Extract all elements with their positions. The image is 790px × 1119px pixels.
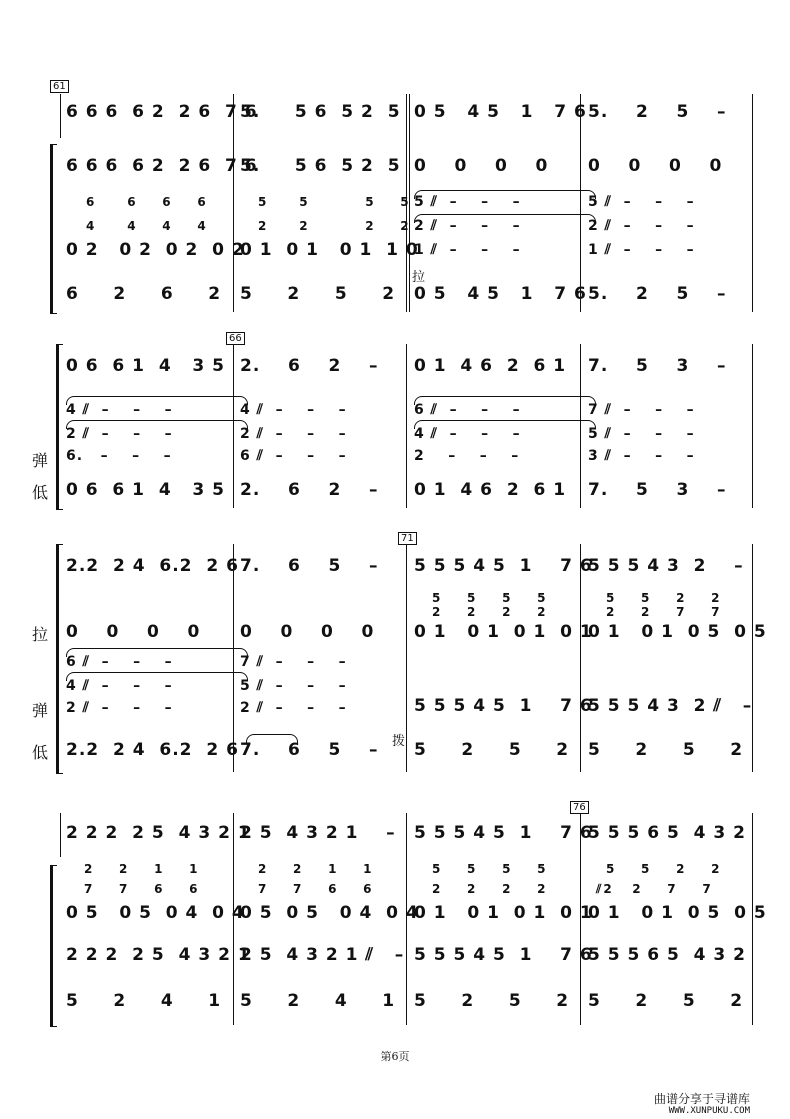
tie-arc	[66, 648, 248, 657]
melody-measure: 5. 5 6 5 2 5	[240, 102, 401, 122]
bass-measure: 2. 6 2 –	[240, 480, 379, 500]
tie-arc	[414, 420, 596, 429]
bass-measure: 7. 6 5 –	[240, 740, 379, 760]
melody-measure: 6 6 6 6 2 2 6 7 6	[66, 102, 258, 122]
tremolo-measure: 5 ⫽ – – –	[588, 194, 695, 210]
tie-arc	[66, 420, 248, 429]
rehearsal-mark: 71	[398, 532, 417, 545]
melody-measure: 5 5 5 6 5 4 3 2	[588, 945, 746, 965]
tie-arc	[414, 396, 596, 405]
staff-bracket	[50, 865, 57, 1027]
rehearsal-mark: 61	[50, 80, 69, 93]
chord-upper: 6 6 6 6	[86, 195, 208, 209]
pick-label: 拨	[392, 734, 406, 749]
system-4	[0, 795, 790, 1035]
bass-measure: 0 5 4 5 1 7 6	[414, 284, 587, 304]
bass-measure: 6 2 6 2	[66, 284, 222, 304]
melody-measure: 2 2 2 2 5 4 3 2 1	[66, 945, 251, 965]
low-label: 低	[32, 483, 49, 502]
bass-measure: 5 2 5 2	[588, 991, 744, 1011]
rest-measure: 0 0 0 0	[414, 156, 549, 176]
tremolo-measure: 5 ⫽ – – –	[588, 426, 695, 442]
tremolo-measure: 2 ⫽ – – –	[414, 218, 521, 234]
staff-bracket	[50, 144, 57, 314]
harmony-measure: 0 5 0 5 0 4 0 4	[240, 903, 419, 923]
chord-upper: 2 2 1 1	[258, 862, 374, 876]
melody-measure: 0 1 4 6 2 6 1	[414, 356, 567, 376]
melody-measure: 5 5 5 4 5 1 7 6	[414, 823, 593, 843]
pluck-label: 弹	[32, 451, 49, 470]
harmony-measure: 0 1 0 1 0 5 0 5	[588, 903, 767, 923]
source-credit: 曲谱分享于寻谱库	[653, 1092, 750, 1106]
tremolo-measure: 6 ⫽ – – –	[414, 402, 521, 418]
barline	[233, 94, 234, 312]
harmony-measure: 0 1 0 1 0 5 0 5	[588, 622, 767, 642]
melody-measure: 2 5 4 3 2 1 –	[240, 823, 396, 843]
tie-arc	[246, 734, 298, 743]
barline	[406, 544, 407, 772]
pluck-label: 弹	[32, 701, 49, 720]
chord-upper: 5 5 2 2	[606, 862, 722, 876]
tremolo-measure: 1 ⫽ – – –	[414, 242, 521, 258]
chord-upper: 5 5 2 2	[606, 591, 722, 605]
chord-upper: 5 5 5 5	[258, 195, 411, 209]
melody-measure: 7. 6 5 –	[240, 556, 379, 576]
tremolo-measure: 6 ⫽ – – –	[66, 654, 173, 670]
bass-measure: 5 2 5 2	[414, 991, 570, 1011]
barline	[60, 94, 61, 138]
tremolo-measure: 2 – – –	[414, 448, 520, 464]
system-1	[0, 80, 790, 320]
chord-lower: 7 7 6 6	[258, 882, 374, 896]
melody-measure: 5 5 5 4 3 2 ⫽ –	[588, 696, 753, 716]
barline	[752, 344, 753, 508]
harmony-measure: 0 1 0 1 0 1 0 1	[414, 622, 593, 642]
harmony-measure: 0 5 0 5 0 4 0 4	[66, 903, 245, 923]
chord-lower: 7 7 6 6	[84, 882, 200, 896]
tremolo-measure: 3 ⫽ – – –	[588, 448, 695, 464]
source-url[interactable]: WWW.XUNPUKU.COM	[668, 1106, 750, 1116]
barline	[233, 544, 234, 772]
barline	[60, 813, 61, 857]
chord-upper: 5 5 5 5	[432, 591, 548, 605]
tremolo-measure: 2 ⫽ – – –	[66, 426, 173, 442]
melody-measure: 2.2 2 4 6.2 2 6	[66, 556, 239, 576]
bowing-label: 拉	[412, 270, 426, 285]
bass-measure: 5 2 5 2	[414, 740, 570, 760]
melody-measure: 0 6 6 1 4 3 5	[66, 356, 225, 376]
system-3	[0, 530, 790, 780]
staff-bracket	[56, 544, 63, 774]
bass-measure: 0 1 4 6 2 6 1	[414, 480, 567, 500]
harmony-measure: 0 2 0 2 0 2 0 2	[66, 240, 245, 260]
tremolo-measure: 4 ⫽ – – –	[240, 402, 347, 418]
low-label: 低	[32, 743, 49, 762]
rest-measure: 0 0 0 0	[240, 622, 375, 642]
tremolo-measure: 6 ⫽ – – –	[240, 448, 347, 464]
barline	[752, 544, 753, 772]
tremolo-measure: 7 ⫽ – – –	[588, 402, 695, 418]
bass-measure: 5 2 4 1	[66, 991, 222, 1011]
melody-measure: 5 5 5 4 3 2 –	[588, 556, 744, 576]
tremolo-measure: 4 ⫽ – – –	[414, 426, 521, 442]
page-number: 第6页	[380, 1050, 410, 1063]
staff-bracket	[56, 344, 63, 510]
bass-measure: 0 6 6 1 4 3 5	[66, 480, 225, 500]
melody-measure: 2 2 2 2 5 4 3 2 1	[66, 823, 251, 843]
melody-measure: 5. 2 5 –	[588, 102, 727, 122]
melody-measure: 5 5 5 4 5 1 7 6	[414, 945, 593, 965]
melody-measure: 0 5 4 5 1 7 6	[414, 102, 587, 122]
barline	[580, 94, 581, 312]
melody-measure: 7. 5 3 –	[588, 356, 727, 376]
bass-measure: 5 2 5 2	[588, 740, 744, 760]
barline	[580, 544, 581, 772]
tremolo-measure: 2 ⫽ – – –	[588, 218, 695, 234]
tie-arc	[414, 214, 596, 223]
bass-measure: 5 2 4 1	[240, 991, 396, 1011]
tremolo-measure: 2 ⫽ – – –	[66, 700, 173, 716]
bow-label: 拉	[32, 625, 49, 644]
chord-lower: 2 2 7 7	[606, 605, 722, 619]
harmony-measure: 0 1 0 1 0 1 0 1	[414, 903, 593, 923]
chord-lower: 4 4 4 4	[86, 219, 208, 233]
rehearsal-mark: 76	[570, 801, 589, 814]
chord-lower: 2 2 2 2	[258, 219, 411, 233]
melody-measure: 6 6 6 6 2 2 6 7 6	[66, 156, 258, 176]
melody-measure: 5. 5 6 5 2 5	[240, 156, 401, 176]
bass-measure: 2.2 2 4 6.2 2 6	[66, 740, 239, 760]
melody-measure: 2 5 4 3 2 1 ⫽ –	[240, 945, 405, 965]
system-2	[0, 330, 790, 520]
tremolo-measure: 6. – – –	[66, 448, 172, 464]
tremolo-measure: 5 ⫽ – – –	[414, 194, 521, 210]
chord-upper: 2 2 1 1	[84, 862, 200, 876]
bass-measure: 5. 2 5 –	[588, 284, 727, 304]
tremolo-measure: 5 ⫽ – – –	[240, 678, 347, 694]
bass-measure: 5 2 5 2	[240, 284, 396, 304]
melody-measure: 5 5 5 6 5 4 3 2	[588, 823, 746, 843]
rest-measure: 0 0 0 0	[66, 622, 201, 642]
chord-lower: 2 2 2 2	[432, 882, 548, 896]
chord-lower: ⫽2 2 7 7	[596, 882, 713, 896]
tie-arc	[414, 190, 596, 199]
chord-upper: 5 5 5 5	[432, 862, 548, 876]
bass-measure: 7. 5 3 –	[588, 480, 727, 500]
harmony-measure: 0 1 0 1 0 1 1 0	[240, 240, 419, 260]
tremolo-measure: 1 ⫽ – – –	[588, 242, 695, 258]
chord-lower: 2 2 2 2	[432, 605, 548, 619]
tie-arc	[66, 396, 248, 405]
tremolo-measure: 4 ⫽ – – –	[66, 402, 173, 418]
rest-measure: 0 0 0 0	[588, 156, 723, 176]
barline	[406, 344, 407, 508]
melody-measure: 5 5 5 4 5 1 7 6	[414, 556, 593, 576]
barline	[752, 94, 753, 312]
tie-arc	[66, 672, 248, 681]
tremolo-measure: 4 ⫽ – – –	[66, 678, 173, 694]
rehearsal-mark: 66	[226, 332, 245, 345]
tremolo-measure: 2 ⫽ – – –	[240, 426, 347, 442]
tremolo-measure: 2 ⫽ – – –	[240, 700, 347, 716]
melody-measure: 5 5 5 4 5 1 7 6	[414, 696, 593, 716]
tremolo-measure: 7 ⫽ – – –	[240, 654, 347, 670]
melody-measure: 2. 6 2 –	[240, 356, 379, 376]
